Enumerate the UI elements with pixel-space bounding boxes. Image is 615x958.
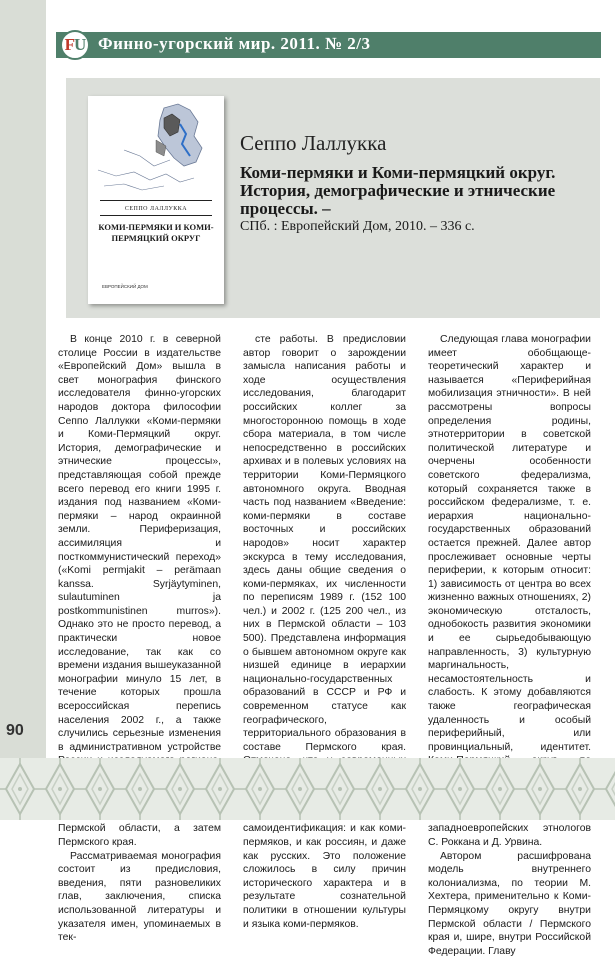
review-publication-info: СПб. : Европейский Дом, 2010. – 336 с.: [240, 219, 475, 234]
paragraph: сте работы. В предисловии автор говорит о зарождении замысла написания работы и ходе осуществления исследования, благодарит российских коллег за многосторонною помощь в ходе сбора материала, в том числе непосредственно в российских архивах и в полевых условиях на территории Коми-Пермяцкого автономного округа. Вводная часть под названием «Введение: коми-пермяки в составе восточных и российских народов» носит характер экскурса в тему исследования, здесь даны общие сведения о коми-пермяках, их численности по переписям 1989 г. (152 100 чел.) и 2002 г. (125 200 чел., из них в Пермской области – 103 500). Представлена информация о бывшем автономном округе как низшей единице в иерархии национально-государственных образований в СССР и РФ и современном статусе как географического, территориального образования в составе Пермского края. самоидентификация: и как коми-пермяков, и как россиян, и даже как русских. Это положение сложилось в силу причин исторического характера и в результате сознательной политики в отношении культуры и языка коми-пермяков.: [243, 334, 406, 930]
book-cover: [88, 96, 224, 304]
journal-logo: [60, 30, 90, 60]
paragraph: Следующая глава монографии имеет обобщающе-теоретический характер и называется «Периферийная мобилизация этничности». В ней рассмотрены вопросы определения родины, этнотерритории в советской политической литературе и очерчены особенности советского федерализма, который сохраняется также в российском федерализме, т. е. иерархия национально-государственных образований остается прежней. Далее автор прослеживает основные черты периферии, к которым относит: 1) зависимость от центра во всех жизненно важных отношениях, 2) экономическую отсталость, однобокость развития экономики и ее сырьедобывающую направленность, 3) культурную маргинальность, несамостоятельность и слабость. К этому добавляются также географическая удаленность и особый периферийный, или провинциальный, идентитет. западноевропейских этнологов С. Роккана и Д. Урвина.: [428, 334, 591, 848]
paragraph: В конце 2010 г. в северной столице России в издательстве «Европейский Дом» вышла в свет монография финского исследователя финно-угорских народов доктора философии Сеппо Лаллукки «Коми-пермяки и Коми-Пермяцкий округ. История, демографические и этнические процессы», представляющая собой прежде всего перевод его книги 1995 г. издания под названием «Коми-пермяки – народ окраинной земли. Периферизация, ассимиляция и посткоммунистический переход» («Komi permjakit – perämaan kanssa. Syrjäytyminen, sulautuminen ja postkommunistinen murros»). Однако это не просто перевод, а практически новое исследование, так как со времени издания вышеуказанной монографии минуло 15 лет, в течение которых прошла всероссийская перепись населения 2002 г., а также случились серьезные изменения в административном устройстве Пермской области, а затем Пермского края.: [58, 334, 221, 848]
page-number: 90: [6, 722, 24, 739]
book-cover-publisher: ЕВРОПЕЙСКИЙ ДОМ: [102, 284, 148, 289]
paragraph: Автором расшифрована модель внутреннего колониализма, по теории М. Хехтера, применительно к Коми-Пермяцкому округу внутри Пермской области / Пермского края и, шире, внутри Российской Федерации. Главу: [428, 850, 591, 957]
book-cover-author: СЕППО ЛАЛЛУККА: [124, 206, 188, 212]
book-cover-map: [94, 100, 218, 196]
book-cover-rule: [100, 200, 212, 201]
book-cover-title: КОМИ-ПЕРМЯКИ И КОМИ-ПЕРМЯЦКИЙ ОКРУГ: [98, 222, 214, 243]
footer-ornament: [0, 758, 615, 820]
review-book-title: Коми-пермяки и Коми-пермяцкий округ. История, демографические и этнические процессы. –: [240, 163, 556, 218]
logo-letter-u: U: [74, 35, 86, 54]
book-cover-rule: [100, 215, 212, 216]
text-column-2: [243, 333, 406, 931]
review-author: Сеппо Лаллукка: [240, 131, 387, 155]
journal-title: Финно-угорский мир. 2011. № 2/3: [98, 34, 371, 53]
paragraph: Рассматриваемая монография состоит из предисловия, введения, пяти разновеликих глав, заключения, списка использованной литературы и указателя имен, упоминаемых в тек-: [58, 850, 221, 944]
text-column-3: [428, 333, 591, 958]
logo-letter-f: F: [64, 35, 75, 54]
text-column-1: [58, 333, 221, 945]
page-sidebar: [0, 0, 46, 820]
